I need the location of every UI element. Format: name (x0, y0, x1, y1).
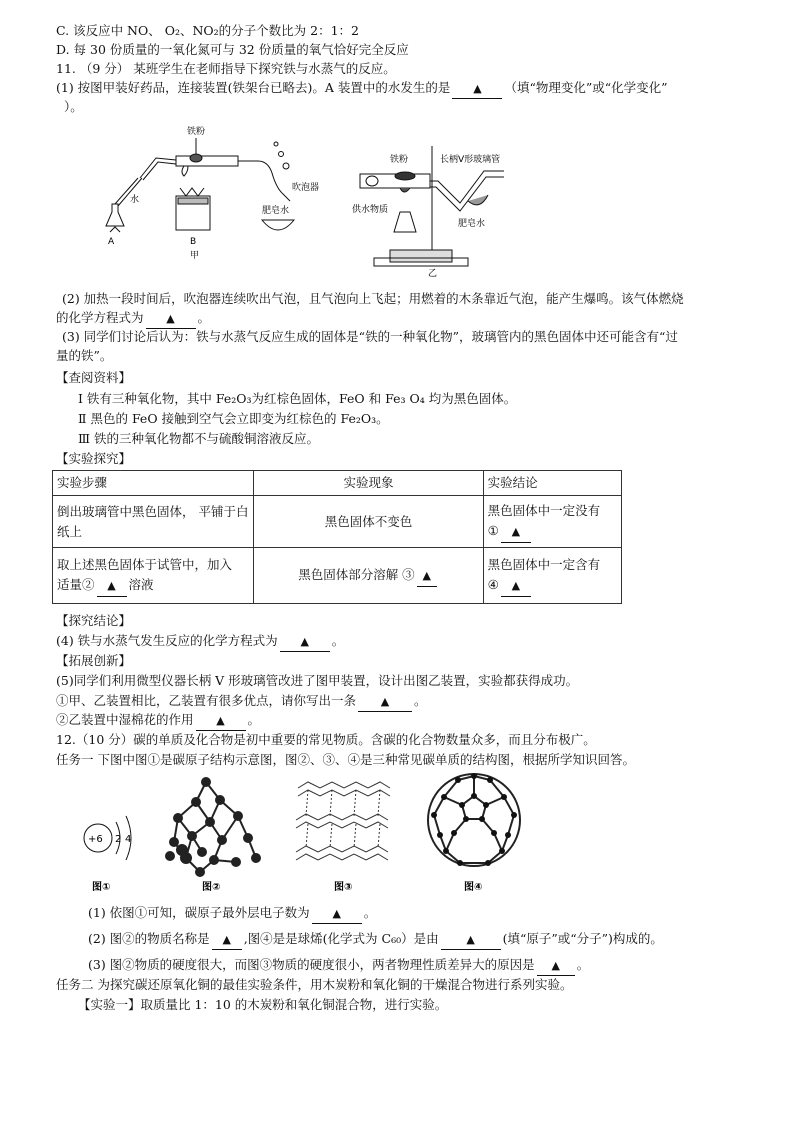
period: 。 (414, 693, 427, 708)
apparatus-jia-figure (96, 118, 336, 260)
q11-part1-hint: （填“物理变化”或“化学变化” (504, 80, 668, 95)
blank-mark: ▲ (511, 578, 521, 592)
answer-blank[interactable] (358, 692, 412, 712)
period: 。 (197, 310, 211, 325)
q11-part4 (56, 632, 344, 652)
answer-blank[interactable] (501, 575, 531, 597)
option-d: D. 每 30 份质量的一氧化氮可与 32 份质量的氧气恰好完全反应 (56, 42, 409, 57)
section-conclusion: 【探究结论】 (56, 613, 132, 628)
table-cell (483, 496, 621, 548)
label-yi-soapwater: 肥皂水 (458, 219, 486, 229)
blank-mark: ▲ (107, 578, 116, 592)
blank-mark: ▲ (166, 312, 175, 325)
apparatus-yi-figure (350, 146, 550, 278)
step-text: 取上述黑色固体于试管中，加入 (57, 556, 233, 572)
label-water: 水 (130, 195, 140, 205)
conclusion-text: 黑色固体中一定没有 (487, 502, 601, 518)
answer-blank[interactable] (441, 930, 501, 950)
answer-blank[interactable] (196, 711, 246, 731)
task1-q1 (88, 904, 376, 924)
table-cell (53, 548, 254, 604)
blank-mark: ▲ (422, 568, 431, 582)
blank-mark: ▲ (380, 695, 390, 708)
q11-part3-cont: 量的铁”。 (56, 348, 113, 363)
q11-part3: (3) 同学们讨论后认为：铁与水蒸气反应生成的固体是“铁的一种氧化物”，玻璃管内的黑色固体中还可能含有“过 (62, 329, 678, 344)
task1-q2-text-2: ,图④是是球烯(化学式为 C₆₀）是由 (243, 931, 439, 946)
answer-blank[interactable] (312, 904, 362, 924)
task1-q3 (88, 956, 589, 976)
answer-blank[interactable] (212, 930, 242, 950)
answer-blank[interactable] (146, 309, 196, 329)
blank-mark: ▲ (466, 933, 475, 946)
reference-3: Ⅲ 铁的三种氧化物都不与硫酸铜溶液反应。 (78, 431, 320, 446)
experiment-table (52, 470, 622, 604)
reference-2: Ⅱ 黑色的 FeO 接触到空气会立即变为红棕色的 Fe₂O₃。 (78, 411, 389, 426)
table-cell: 倒出玻璃管中黑色固体， 平铺于白纸上 (53, 496, 254, 548)
nucleus-charge: +6 (88, 834, 103, 845)
table-header: 实验现象 (254, 471, 483, 496)
label-yi-tiefen: 铁粉 (390, 155, 409, 165)
label-v-tube: 长柄V形玻璃管 (440, 155, 501, 165)
caption-fig3: 图③ (334, 882, 353, 893)
task1-q3-text: (3) 图②物质的硬度很大，而图③物质的硬度很小，两者物理性质差异大的原因是 (88, 957, 535, 972)
q11-part5: (5)同学们利用微型仪器长柄 V 形玻璃管改进了图甲装置，设计出图乙装置，实验都获得成功。 (56, 673, 579, 688)
answer-blank[interactable] (97, 575, 127, 597)
task-two: 任务二 为探究碳还原氧化铜的最佳实验条件，用木炭粉和氧化铜的干燥混合物进行系列实验。 (56, 977, 573, 992)
table-cell (483, 548, 621, 604)
blank-number: ① (487, 522, 499, 538)
blank-mark: ▲ (511, 524, 521, 538)
experiment-one: 【实验一】取质量比 1：10 的木炭粉和氧化铜混合物，进行实验。 (78, 997, 448, 1012)
blank-mark: ▲ (551, 959, 560, 972)
task-one: 任务一 下图中图①是碳原子结构示意图，图②、③、④是三种常见碳单质的结构图，根据所学知识回答。 (56, 752, 635, 767)
answer-blank[interactable] (417, 565, 437, 587)
period: 。 (247, 712, 261, 727)
diamond-structure (156, 772, 266, 894)
phenomenon-text: 黑色固体部分溶解 ③ (298, 566, 415, 582)
shell-2-electrons: 4 (125, 834, 132, 845)
blank-number: ④ (487, 576, 499, 592)
period: 。 (363, 905, 377, 920)
c60-structure (420, 766, 530, 894)
reference-1: Ⅰ 铁有三种氧化物，其中 Fe₂O₃为红棕色固体，FeO 和 Fe₃ O₄ 均为黑色固体。 (78, 391, 517, 406)
q11-part5-1 (56, 692, 427, 712)
blank-mark: ▲ (216, 714, 225, 727)
blank-mark: ▲ (473, 82, 482, 95)
section-reference: 【查阅资料】 (56, 370, 132, 385)
question-12-title: 12.（10 分）碳的单质及化合物是初中重要的常见物质。含碳的化合物数量众多，而且分布极广。 (56, 732, 596, 747)
table-cell (254, 548, 483, 604)
label-b: B (190, 237, 197, 247)
label-soapwater: 肥皂水 (262, 206, 290, 216)
answer-blank[interactable] (280, 632, 330, 652)
blank-mark: ▲ (300, 635, 309, 648)
conclusion-text: 黑色固体中一定含有 (487, 556, 601, 572)
caption-fig4: 图④ (464, 882, 483, 893)
label-a: A (108, 237, 115, 247)
question-11-title: 11. （9 分） 某班学生在老师指导下探究铁与水蒸气的反应。 (56, 61, 396, 76)
label-water-source: 供水物质 (352, 205, 389, 215)
answer-blank[interactable] (537, 956, 575, 976)
table-header: 实验结论 (483, 471, 621, 496)
task1-q1-text: (1) 依图①可知，碳原子最外层电子数为 (88, 905, 310, 920)
answer-blank[interactable] (452, 79, 502, 99)
label-blower: 吹泡器 (292, 183, 320, 193)
table-header-row (53, 471, 622, 496)
q11-part5-1-text: ①甲、乙装置相比，乙装置有很多优点，请你写出一条 (56, 693, 357, 708)
shell-1-electrons: 2 (115, 834, 122, 845)
q11-part5-2-text: ②乙装置中湿棉花的作用 (56, 712, 194, 727)
task1-q2-text: (2) 图②的物质名称是 (88, 931, 210, 946)
period: 。 (576, 957, 590, 972)
q11-part2-text: 的化学方程式为 (56, 310, 144, 325)
q11-part4-text: (4) 铁与水蒸气发生反应的化学方程式为 (56, 633, 278, 648)
table-row (53, 496, 622, 548)
figure-jia-title: 甲 (190, 251, 200, 260)
section-experiment: 【实验探究】 (56, 451, 132, 466)
blank-number: 适量② (57, 576, 95, 592)
flask-a-shape (106, 204, 124, 226)
q11-part2: (2) 加热一段时间后，吹泡器连续吹出气泡，且气泡向上飞起；用燃着的木条靠近气泡，能产生爆鸣。该气体燃烧 (62, 291, 684, 306)
blank-mark: ▲ (222, 933, 231, 946)
q11-part1-text: (1) 按图甲装好药品，连接装置(铁架台已略去)。A 装置中的水发生的是 (56, 80, 451, 95)
q11-part1-close: ）。 (64, 99, 83, 114)
task1-q2-hint: (填“原子”或“分子”)构成的。 (502, 931, 663, 946)
label-tiefen: 铁粉 (187, 127, 206, 137)
option-c: C. 该反应中 NO、 O₂、NO₂的分子个数比为 2：1：2 (56, 23, 359, 38)
q11-part2-equation (56, 309, 210, 329)
step-text: 溶液 (128, 576, 154, 592)
table-header: 实验步骤 (53, 471, 254, 496)
q11-part5-2 (56, 711, 260, 731)
answer-blank[interactable] (501, 521, 531, 543)
q11-part1 (56, 79, 668, 99)
figure-yi-title: 乙 (428, 269, 438, 278)
section-innovation: 【拓展创新】 (56, 653, 132, 668)
table-cell: 黑色固体不变色 (254, 496, 483, 548)
table-row (53, 548, 622, 604)
caption-fig2: 图② (202, 882, 221, 893)
graphite-structure (292, 776, 396, 894)
period: 。 (331, 633, 345, 648)
caption-fig1: 图① (92, 882, 111, 893)
blank-mark: ▲ (332, 907, 341, 920)
task1-q2 (88, 930, 663, 950)
